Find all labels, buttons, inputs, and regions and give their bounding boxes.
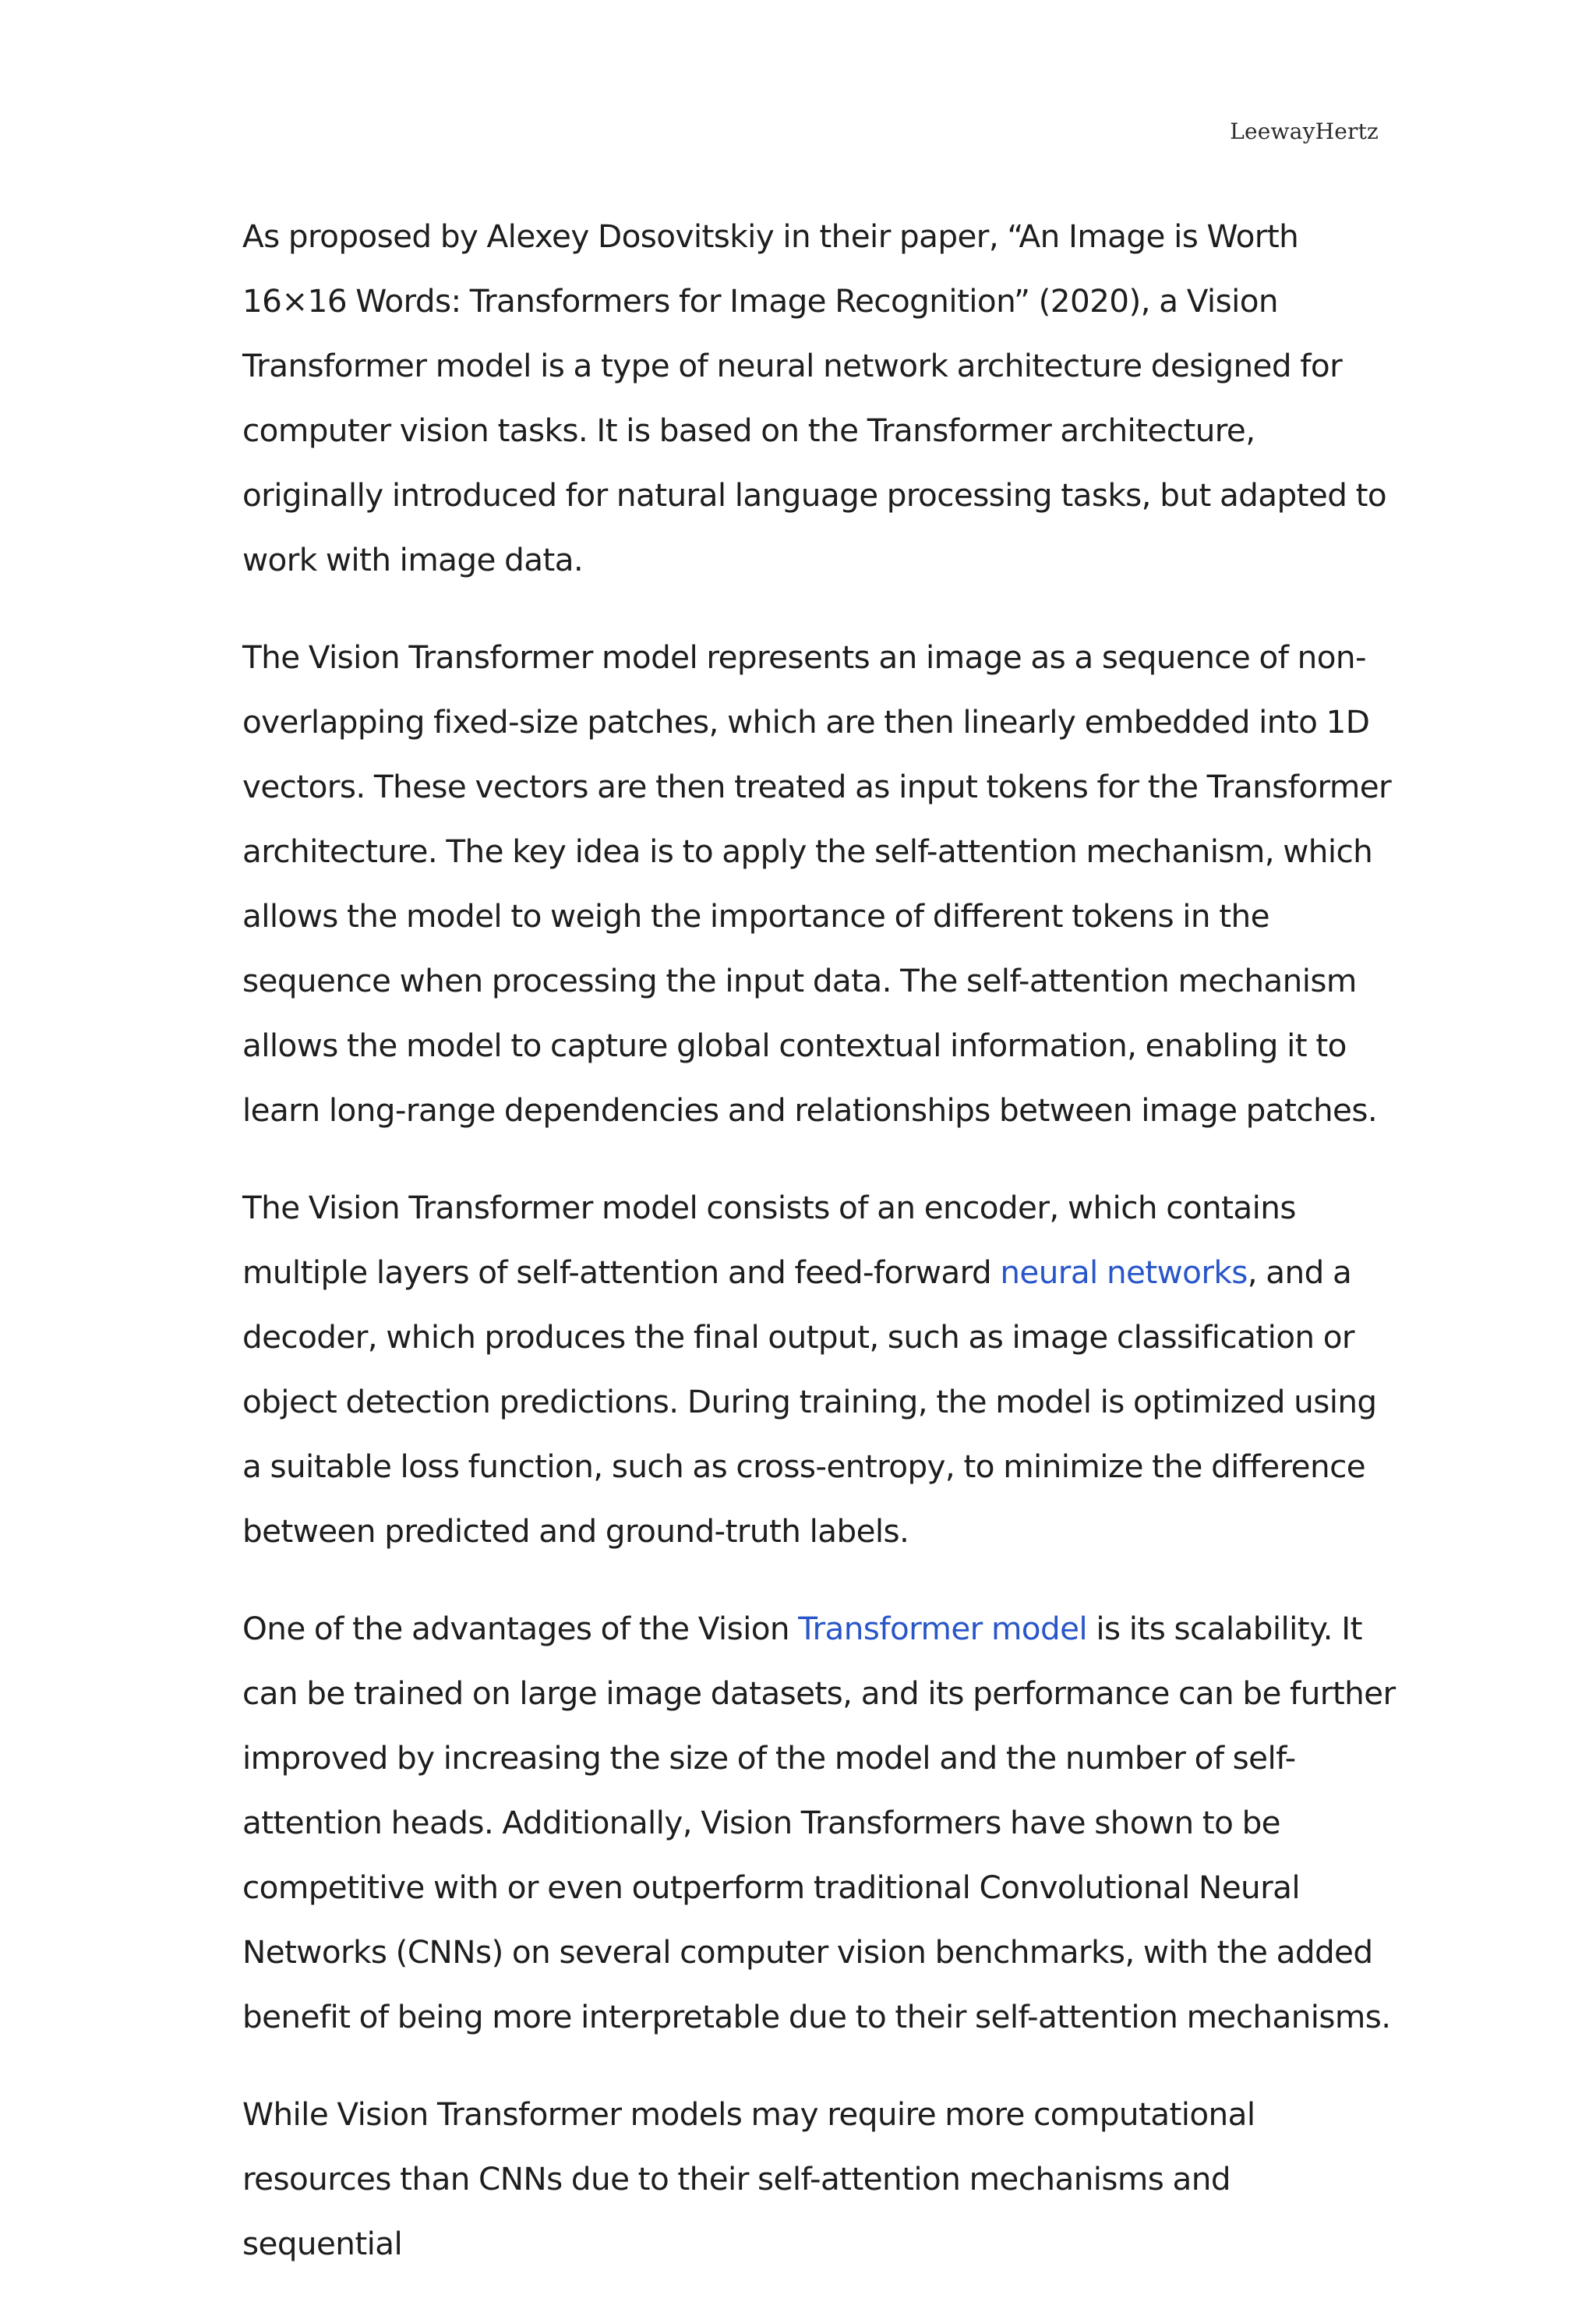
paragraph-patches: The Vision Transformer model represents an image as a sequence of non-overlapping fixed-size patches, which are then linearly embedded into 1D vectors. These vectors are then treated as input tokens for the Transformer architecture. The key idea is to apply the self-attention mechanism, which allows the model to weigh the importance of different tokens in the sequence when processing the input data. The self-attention mechanism allows the model to capture global contextual information, enabling it to learn long-range dependencies and relationships between image patches. — [242, 638, 1392, 1129]
paragraph-encoder — [242, 1176, 1396, 1564]
paragraph-resources: While Vision Transformer models may require more computational resources than CNNs due to their self-attention mechanisms and sequential — [242, 2095, 1255, 2262]
paragraph-scalability — [242, 1596, 1396, 2049]
paragraph-text-segment: The Vision Transformer model consists of an encoder, which contains multiple layers of self-attention and feed-forward — [242, 1189, 1296, 1291]
neural-networks-link[interactable]: neural networks — [1000, 1254, 1248, 1291]
article-body — [242, 204, 1396, 2309]
paragraph-text-segment: is its scalability. It can be trained on large image datasets, and its performance can be further improved by increasing the size of the model and the number of self-attention heads. Additionally, Vision Transformers have shown to be competitive with or even outperform traditional Convolutional Neural Networks (CNNs) on several computer vision benchmarks, with the added benefit of being more interpretable due to their self-attention mechanisms. — [242, 1610, 1396, 2035]
transformer-model-link[interactable]: Transformer model — [798, 1610, 1088, 1647]
paragraph-text-segment: , and a decoder, which produces the final output, such as image classification or object detection predictions. During training, the model is optimized using a suitable loss function, such as cross-entropy, to minimize the difference between predicted and ground-truth labels. — [242, 1254, 1377, 1550]
paragraph-intro: As proposed by Alexey Dosovitskiy in their paper, “An Image is Worth 16×16 Words: Transformers for Image Recognition” (2020), a Vision Transformer model is a type of neural network architecture designed for computer vision tasks. It is based on the Transformer architecture, originally introduced for natural language processing tasks, but adapted to work with image data. — [242, 217, 1387, 578]
paragraph-text-segment: One of the advantages of the Vision — [242, 1610, 799, 1647]
brand-name: LeewayHertz — [1230, 118, 1379, 144]
